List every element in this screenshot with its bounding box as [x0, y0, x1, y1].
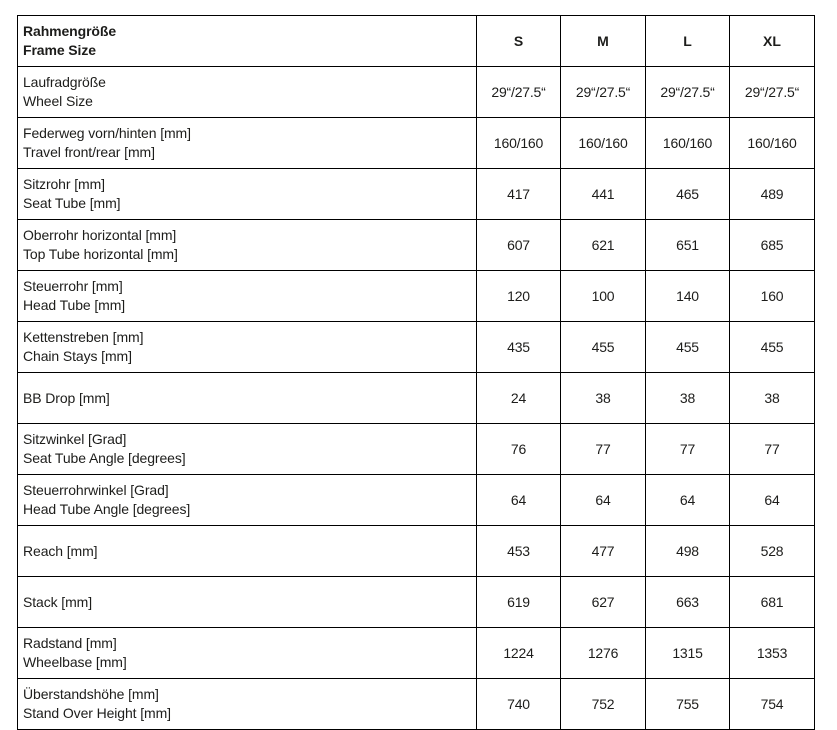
row-label-de: BB Drop [mm] [23, 389, 110, 406]
value-cell: 160 [730, 271, 815, 322]
value-cell: 38 [730, 373, 815, 424]
value-cell: 64 [477, 475, 561, 526]
table-row-wheelbase [18, 628, 815, 679]
value-cell: 29“/27.5“ [477, 67, 561, 118]
geometry-table [17, 15, 815, 730]
table-row-reach [18, 526, 815, 577]
value-cell: 607 [477, 220, 561, 271]
frame-size-label-de: Rahmengröße [23, 23, 117, 39]
value-cell: 441 [561, 169, 646, 220]
value-cell: 435 [477, 322, 561, 373]
value-cell: 651 [646, 220, 730, 271]
value-cell: 465 [646, 169, 730, 220]
value-cell: 160/160 [730, 118, 815, 169]
row-label-de: Sitzrohr [mm] [23, 176, 105, 192]
column-header-m: M [561, 16, 646, 67]
value-cell: 755 [646, 679, 730, 730]
row-label-de: Laufradgröße [23, 74, 106, 90]
value-cell: 455 [561, 322, 646, 373]
column-header-xl: XL [730, 16, 815, 67]
value-cell: 477 [561, 526, 646, 577]
value-cell: 77 [561, 424, 646, 475]
value-cell: 64 [561, 475, 646, 526]
row-label-de: Sitzwinkel [Grad] [23, 431, 127, 447]
value-cell: 752 [561, 679, 646, 730]
row-label-en: Wheelbase [mm] [23, 654, 127, 670]
table-row-wheel-size [18, 67, 815, 118]
value-cell: 498 [646, 526, 730, 577]
frame-size-header-label [18, 16, 477, 67]
frame-size-label-en: Frame Size [23, 42, 96, 58]
row-label [18, 373, 477, 424]
value-cell: 100 [561, 271, 646, 322]
value-cell: 489 [730, 169, 815, 220]
value-cell: 38 [646, 373, 730, 424]
row-label-en: Seat Tube Angle [degrees] [23, 450, 186, 466]
value-cell: 160/160 [561, 118, 646, 169]
table-row-chain-stays [18, 322, 815, 373]
row-label-en: Wheel Size [23, 93, 93, 109]
value-cell: 1276 [561, 628, 646, 679]
row-label [18, 169, 477, 220]
value-cell: 621 [561, 220, 646, 271]
value-cell: 140 [646, 271, 730, 322]
row-label-en: Seat Tube [mm] [23, 195, 121, 211]
row-label [18, 679, 477, 730]
row-label-en: Stand Over Height [mm] [23, 705, 171, 721]
value-cell: 120 [477, 271, 561, 322]
row-label [18, 628, 477, 679]
value-cell: 740 [477, 679, 561, 730]
value-cell: 627 [561, 577, 646, 628]
row-label [18, 271, 477, 322]
table-row-top-tube [18, 220, 815, 271]
value-cell: 1315 [646, 628, 730, 679]
table-row-bb-drop [18, 373, 815, 424]
value-cell: 77 [730, 424, 815, 475]
value-cell: 528 [730, 526, 815, 577]
row-label-en: Travel front/rear [mm] [23, 144, 155, 160]
row-label-en: Top Tube horizontal [mm] [23, 246, 178, 262]
value-cell: 1224 [477, 628, 561, 679]
value-cell: 160/160 [646, 118, 730, 169]
value-cell: 29“/27.5“ [646, 67, 730, 118]
value-cell: 455 [646, 322, 730, 373]
row-label-en: Head Tube Angle [degrees] [23, 501, 191, 517]
table-row-stack [18, 577, 815, 628]
row-label [18, 526, 477, 577]
value-cell: 619 [477, 577, 561, 628]
value-cell: 64 [646, 475, 730, 526]
value-cell: 453 [477, 526, 561, 577]
table-row-seat-tube [18, 169, 815, 220]
table-row-head-angle [18, 475, 815, 526]
row-label [18, 220, 477, 271]
row-label [18, 118, 477, 169]
row-label [18, 577, 477, 628]
row-label-de: Reach [mm] [23, 542, 98, 559]
row-label-en: Chain Stays [mm] [23, 348, 132, 364]
value-cell: 24 [477, 373, 561, 424]
row-label-de: Oberrohr horizontal [mm] [23, 227, 177, 243]
column-header-s: S [477, 16, 561, 67]
row-label [18, 322, 477, 373]
row-label-de: Überstandshöhe [mm] [23, 686, 159, 702]
row-label-de: Stack [mm] [23, 593, 93, 610]
value-cell: 455 [730, 322, 815, 373]
value-cell: 685 [730, 220, 815, 271]
value-cell: 29“/27.5“ [561, 67, 646, 118]
table-row-standover [18, 679, 815, 730]
table-header-row [18, 16, 815, 67]
row-label-en: Head Tube [mm] [23, 297, 126, 313]
value-cell: 663 [646, 577, 730, 628]
value-cell: 681 [730, 577, 815, 628]
row-label-de: Steuerrohr [mm] [23, 278, 123, 294]
value-cell: 29“/27.5“ [730, 67, 815, 118]
row-label-de: Radstand [mm] [23, 635, 117, 651]
row-label-de: Steuerrohrwinkel [Grad] [23, 482, 169, 498]
row-label-de: Kettenstreben [mm] [23, 329, 144, 345]
value-cell: 64 [730, 475, 815, 526]
table-row-seat-angle [18, 424, 815, 475]
table-row-head-tube [18, 271, 815, 322]
row-label [18, 67, 477, 118]
table-row-travel [18, 118, 815, 169]
value-cell: 1353 [730, 628, 815, 679]
value-cell: 160/160 [477, 118, 561, 169]
value-cell: 76 [477, 424, 561, 475]
row-label [18, 424, 477, 475]
value-cell: 417 [477, 169, 561, 220]
value-cell: 754 [730, 679, 815, 730]
value-cell: 77 [646, 424, 730, 475]
row-label [18, 475, 477, 526]
row-label-de: Federweg vorn/hinten [mm] [23, 125, 191, 141]
column-header-l: L [646, 16, 730, 67]
value-cell: 38 [561, 373, 646, 424]
